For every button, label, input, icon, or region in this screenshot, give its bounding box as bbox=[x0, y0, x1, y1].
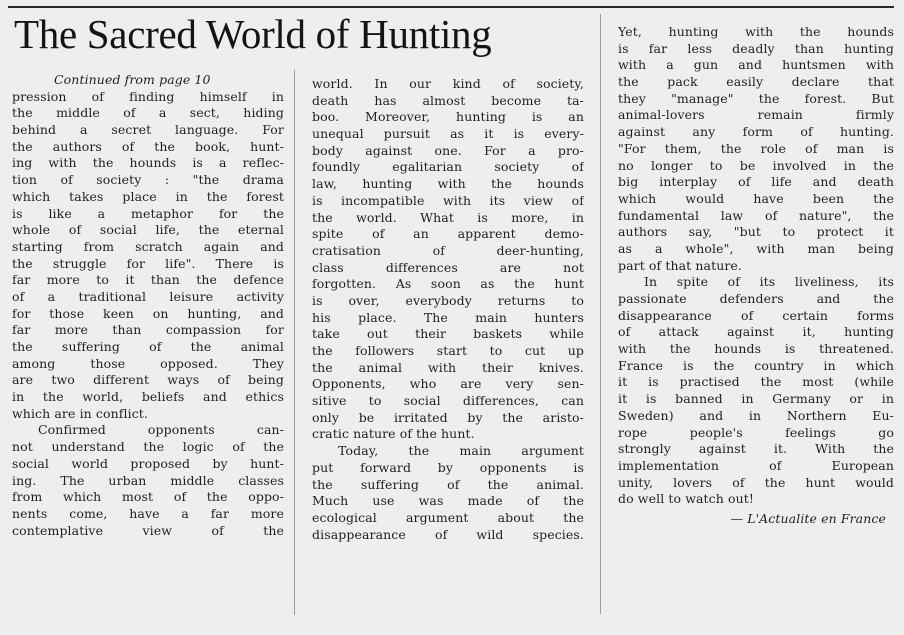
text-line: far more to it than the defence bbox=[12, 272, 284, 288]
text-line: Sweden) and in Northern Eu- bbox=[618, 407, 894, 423]
text-line: fundamental law of nature", the bbox=[618, 207, 894, 223]
text-line: is far less deadly than hunting bbox=[618, 40, 894, 56]
text-line: with the hounds is threatened. bbox=[618, 341, 894, 357]
text-line: it is practised the most (while bbox=[618, 374, 894, 390]
text-line: forgotten. As soon as the hunt bbox=[312, 276, 584, 292]
text-line: is incompatible with its view of bbox=[312, 192, 584, 208]
text-line: unity, lovers of the hunt would bbox=[618, 474, 894, 490]
text-line: not understand the logic of the bbox=[12, 439, 284, 455]
text-line: France is the country in which bbox=[618, 357, 894, 373]
text-line: of attack against it, hunting bbox=[618, 324, 894, 340]
text-line: in the world, beliefs and ethics bbox=[12, 389, 284, 405]
text-line: the middle of a sect, hiding bbox=[12, 105, 284, 121]
text-line: the authors of the book, hunt- bbox=[12, 138, 284, 154]
text-line: which are in conflict. bbox=[12, 405, 148, 421]
text-line: unequal pursuit as it is every- bbox=[312, 126, 584, 142]
text-line: for those keen on hunting, and bbox=[12, 305, 284, 321]
text-line: the followers start to cut up bbox=[312, 343, 584, 358]
text-line: starting from scratch again and bbox=[12, 238, 284, 254]
text-line: part of that nature. bbox=[618, 257, 742, 273]
text-line: rope people's feelings go bbox=[618, 424, 894, 440]
text-line: ecological argument about the bbox=[312, 509, 584, 525]
text-line: among those opposed. They bbox=[12, 355, 284, 371]
text-line: animal-lovers remain firmly bbox=[618, 107, 894, 123]
text-line: do well to watch out! bbox=[618, 491, 755, 507]
text-line: put forward by opponents is bbox=[312, 459, 584, 475]
text-line: is over, everybody returns to bbox=[312, 292, 584, 308]
text-line: sitive to social differences, can bbox=[312, 393, 584, 409]
text-line: nents come, have a far more bbox=[12, 505, 284, 521]
text-line: far more than compassion for bbox=[12, 322, 284, 338]
text-line: spite of an apparent demo- bbox=[312, 226, 584, 242]
text-line: as a whole", with man being bbox=[618, 240, 894, 256]
text-line: social world proposed by hunt- bbox=[12, 455, 284, 471]
text-line: class differences are not bbox=[312, 259, 584, 275]
text-line: the struggle for life". There is bbox=[12, 255, 284, 271]
text-line: which takes place in the forest bbox=[12, 188, 284, 204]
text-line: world. In our kind of society, bbox=[312, 76, 584, 91]
text-line: law, hunting with the hounds bbox=[312, 176, 584, 192]
continuation-note: Continued from page 10 bbox=[54, 72, 211, 87]
text-line: from which most of the oppo- bbox=[12, 489, 284, 505]
text-line: the pack easily declare that bbox=[618, 74, 894, 90]
text-line: Today, the main argument bbox=[338, 443, 584, 459]
text-line: foundly egalitarian society of bbox=[312, 159, 584, 175]
text-line: with a gun and huntsmen with bbox=[618, 57, 894, 73]
text-line: is like a metaphor for the bbox=[12, 205, 284, 221]
text-line: his place. The main hunters bbox=[312, 309, 584, 325]
text-line: boo. Moreover, hunting is an bbox=[312, 109, 584, 125]
text-line: ing. The urban middle classes bbox=[12, 472, 284, 488]
top-rule bbox=[8, 6, 894, 8]
text-line: of a traditional leisure activity bbox=[12, 288, 284, 304]
text-line: Opponents, who are very sen- bbox=[312, 376, 584, 392]
text-line: big interplay of life and death bbox=[618, 174, 894, 190]
text-line: death has almost become ta- bbox=[312, 92, 584, 108]
text-line: implementation of European bbox=[618, 457, 894, 473]
text-line: body against one. For a pro- bbox=[312, 142, 584, 158]
text-line: tion of society : "the drama bbox=[12, 172, 284, 188]
text-line: authors say, "but to protect it bbox=[618, 224, 894, 240]
article-byline: — L'Actualite en France bbox=[730, 510, 886, 526]
text-line: which would have been the bbox=[618, 190, 894, 206]
text-line: behind a secret language. For bbox=[12, 122, 284, 138]
text-line: Yet, hunting with the hounds bbox=[618, 24, 894, 39]
text-line: whole of social life, the eternal bbox=[12, 222, 284, 238]
text-line: Much use was made of the bbox=[312, 493, 584, 509]
column-rule bbox=[294, 70, 295, 615]
text-line: it is banned in Germany or in bbox=[618, 391, 894, 407]
text-line: take out their baskets while bbox=[312, 326, 584, 342]
text-line: the suffering of the animal. bbox=[312, 476, 584, 492]
text-line: Confirmed opponents can- bbox=[38, 422, 284, 438]
text-line: they "manage" the forest. But bbox=[618, 90, 894, 106]
text-line: In spite of its liveliness, its bbox=[644, 274, 894, 290]
article-column-3 bbox=[618, 24, 894, 528]
text-line: the animal with their knives. bbox=[312, 359, 584, 375]
article-column-2 bbox=[312, 76, 584, 543]
text-line: only be irritated by the aristo- bbox=[312, 409, 584, 425]
text-line: strongly against it. With the bbox=[618, 441, 894, 457]
text-line: disappearance of certain forms bbox=[618, 307, 894, 323]
text-line: pression of finding himself in bbox=[12, 88, 284, 104]
text-line: ing with the hounds is a reflec- bbox=[12, 155, 284, 171]
text-line: cratisation of deer-hunting, bbox=[312, 242, 584, 258]
text-line: the world. What is more, in bbox=[312, 209, 584, 225]
text-line: "For them, the role of man is bbox=[618, 140, 894, 156]
article-headline: The Sacred World of Hunting bbox=[14, 11, 492, 57]
column-rule bbox=[600, 14, 601, 614]
text-line: cratic nature of the hunt. bbox=[312, 426, 475, 442]
text-line: no longer to be involved in the bbox=[618, 157, 894, 173]
text-line: against any form of hunting. bbox=[618, 124, 894, 140]
text-line: the suffering of the animal bbox=[12, 339, 284, 354]
text-line: are two different ways of being bbox=[12, 372, 284, 388]
text-line: passionate defenders and the bbox=[618, 291, 894, 306]
article-column-1 bbox=[12, 72, 284, 539]
text-line: disappearance of wild species. bbox=[312, 526, 584, 542]
text-line: contemplative view of the bbox=[12, 522, 284, 538]
